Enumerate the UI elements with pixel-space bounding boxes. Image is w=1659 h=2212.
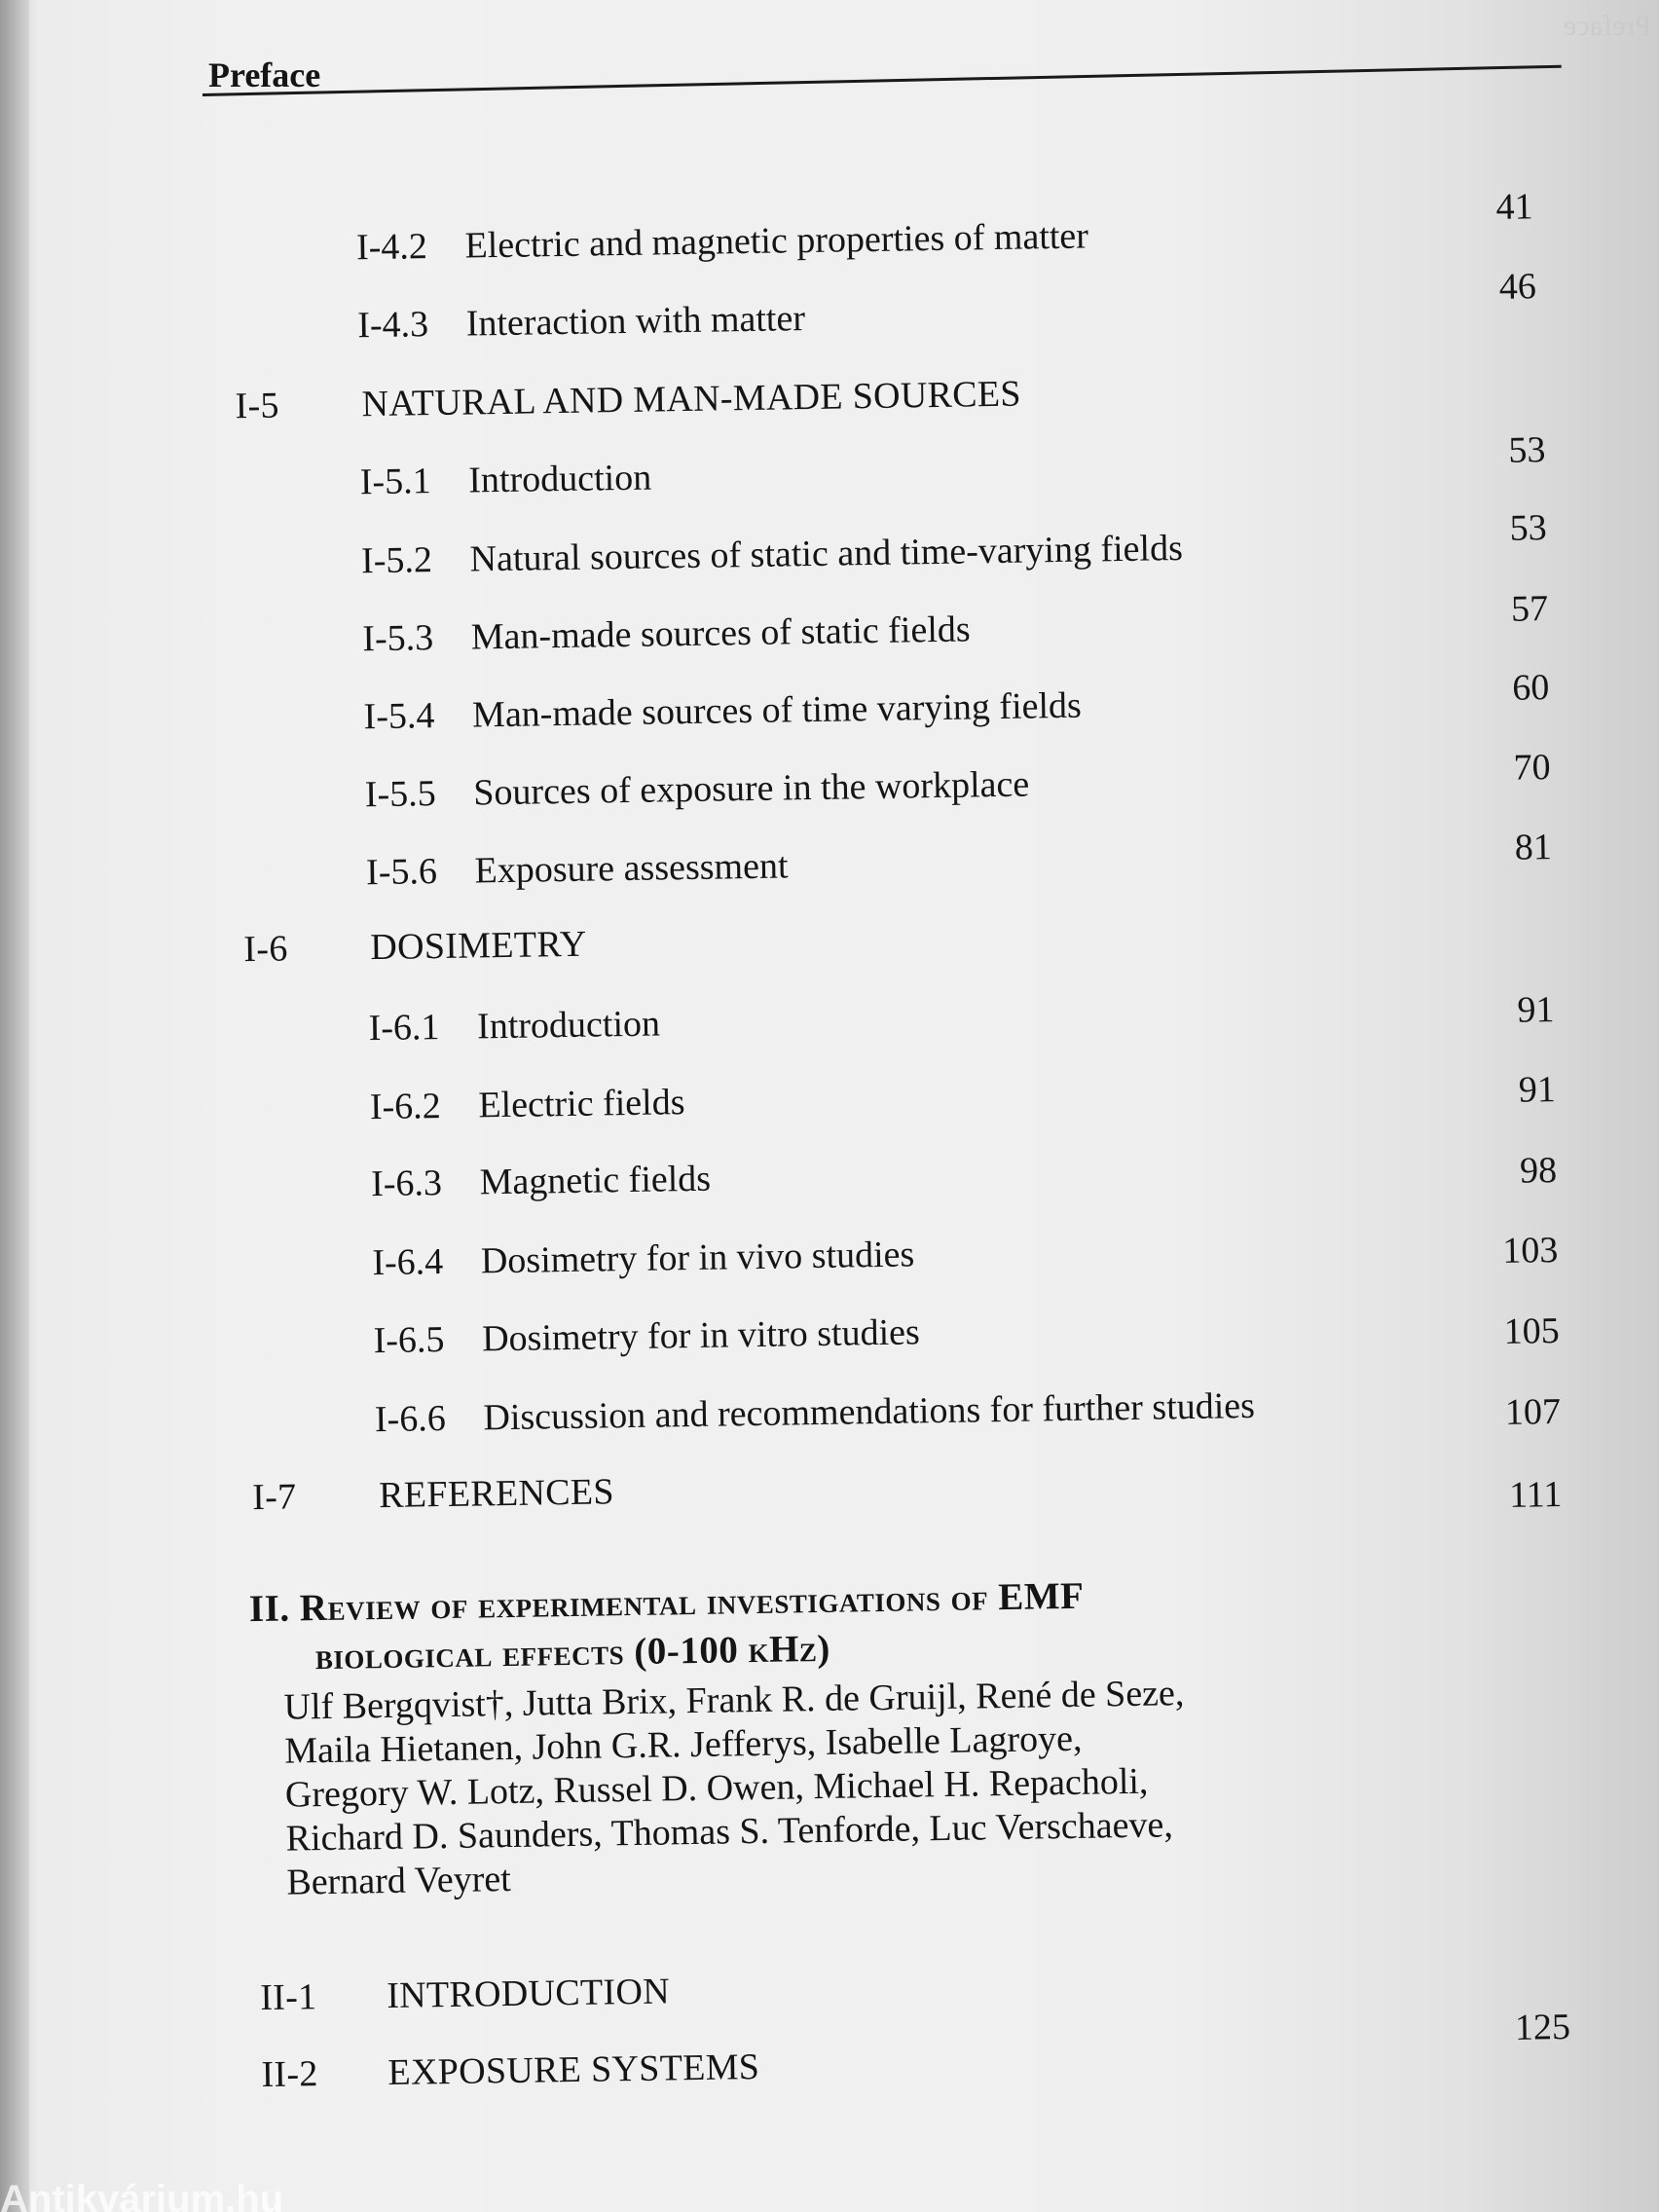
authors-list — [283, 1669, 1357, 1904]
toc-entry — [375, 1384, 1256, 1441]
toc-entry — [359, 457, 651, 504]
toc-entry-number: I-6.4 — [372, 1241, 444, 1284]
toc-section-title: DOSIMETRY — [370, 923, 587, 969]
toc-entry-number: I-6.5 — [373, 1319, 445, 1362]
toc-section-number: II-2 — [261, 2053, 319, 2096]
toc-entry — [370, 1081, 685, 1128]
toc-entry-title: Magnetic fields — [479, 1158, 712, 1203]
toc-page-number: 46 — [1498, 266, 1537, 308]
toc-section-title: NATURAL AND MAN-MADE SOURCES — [361, 373, 1022, 425]
toc-entry-title: Dosimetry for in vitro studies — [481, 1311, 921, 1360]
toc-entry-number: I-6.3 — [370, 1162, 443, 1205]
toc-entry-number: I-4.2 — [355, 226, 428, 269]
toc-section-number: II-1 — [259, 1976, 317, 2019]
toc-entry-number: I-5.6 — [365, 851, 438, 894]
toc-section-number: I-6 — [243, 928, 288, 971]
toc-entry-title: Dosimetry for in vivo studies — [480, 1234, 915, 1282]
part-two-heading — [249, 1572, 1086, 1682]
toc-entry-number: I-6.1 — [368, 1007, 440, 1050]
authors-line: Ulf Bergqvist†, Jutta Brix, Frank R. de Gruijl, René de Seze, — [283, 1673, 1185, 1728]
toc-entry — [368, 1002, 660, 1050]
toc-section-title: REFERENCES — [378, 1471, 615, 1517]
toc-entry-title: Introduction — [467, 457, 652, 501]
toc-entry — [366, 844, 789, 894]
toc-section-number: I-5 — [235, 385, 280, 427]
toc-entry-title: Introduction — [476, 1003, 661, 1048]
toc-page-number: 41 — [1495, 186, 1533, 228]
toc-section-number: I-7 — [251, 1476, 297, 1519]
toc-page-number: 53 — [1508, 429, 1546, 471]
toc-page-number: 81 — [1514, 827, 1553, 868]
toc-entry-number: I-5.5 — [364, 773, 437, 816]
authors-line: Bernard Veyret — [286, 1858, 512, 1903]
toc-entry-number: I-5.1 — [359, 461, 431, 503]
toc-page-number: 125 — [1514, 2006, 1571, 2048]
toc-page-number: 53 — [1509, 507, 1548, 549]
toc-entry-title: Sources of exposure in the workplace — [473, 763, 1030, 814]
toc-entry — [361, 527, 1183, 582]
toc-entry-number: I-5.2 — [360, 539, 433, 582]
part-two-title-line-1: Review of experimental investigations of EMF — [299, 1574, 1085, 1630]
toc-section-title: EXPOSURE SYSTEMS — [387, 2046, 760, 2094]
toc-page-number: 98 — [1519, 1150, 1558, 1192]
toc-entry-title: Discussion and recommendations for further studies — [483, 1384, 1256, 1439]
toc-entry — [372, 1233, 915, 1284]
page-header-title: Preface — [208, 55, 321, 94]
toc-entry-number: I-6.2 — [369, 1086, 442, 1128]
toc-entry — [373, 1310, 920, 1362]
show-through-header: Preface — [1564, 10, 1651, 42]
watermark: Antikvárium.hu — [0, 2178, 284, 2212]
toc-page-number: 111 — [1508, 1473, 1563, 1516]
toc-entry-title: Man-made sources of static fields — [470, 608, 971, 658]
authors-line: Maila Hietanen, John G.R. Jefferys, Isabelle Lagroye, — [283, 1717, 1083, 1772]
toc-entry-title: Interaction with matter — [465, 298, 806, 345]
toc-entry — [356, 214, 1089, 269]
toc-page-number: 91 — [1518, 1069, 1557, 1111]
toc-page-number: 103 — [1502, 1230, 1559, 1272]
part-two-label: II. — [248, 1587, 290, 1631]
toc-entry-title: Natural sources of static and time-varying fields — [469, 527, 1184, 580]
toc-entry — [362, 608, 971, 660]
toc-entry-number: I-5.4 — [363, 695, 435, 738]
toc-page-number: 91 — [1517, 989, 1555, 1031]
toc-entry-number: I-5.3 — [362, 617, 434, 660]
toc-page-number: 105 — [1503, 1310, 1560, 1352]
toc-entry — [363, 684, 1082, 739]
toc-section-title: INTRODUCTION — [386, 1971, 671, 2017]
toc-entry-title: Man-made sources of time varying fields — [471, 684, 1083, 736]
toc-entry-number: I-4.3 — [356, 304, 429, 347]
toc-page-number: 107 — [1504, 1391, 1562, 1433]
toc-entry — [371, 1158, 712, 1205]
authors-line: Richard D. Saunders, Thomas S. Tenforde, Luc Verschaeve, — [285, 1804, 1174, 1860]
authors-line: Gregory W. Lotz, Russel D. Owen, Michael H. Repacholi, — [284, 1760, 1149, 1816]
part-two-title-line-2: biological effects (0-100 kHz) — [314, 1627, 831, 1678]
toc-entry-title: Electric and magnetic properties of matter — [464, 215, 1089, 267]
toc-entry-title: Exposure assessment — [474, 845, 789, 892]
toc-page-number: 57 — [1510, 588, 1549, 630]
toc-page-number: 70 — [1513, 747, 1551, 789]
toc-entry-title: Electric fields — [478, 1082, 685, 1126]
toc-entry-number: I-6.6 — [374, 1397, 447, 1441]
toc-page-number: 60 — [1511, 667, 1550, 709]
toc-entry — [357, 297, 805, 347]
toc-entry — [365, 762, 1030, 816]
